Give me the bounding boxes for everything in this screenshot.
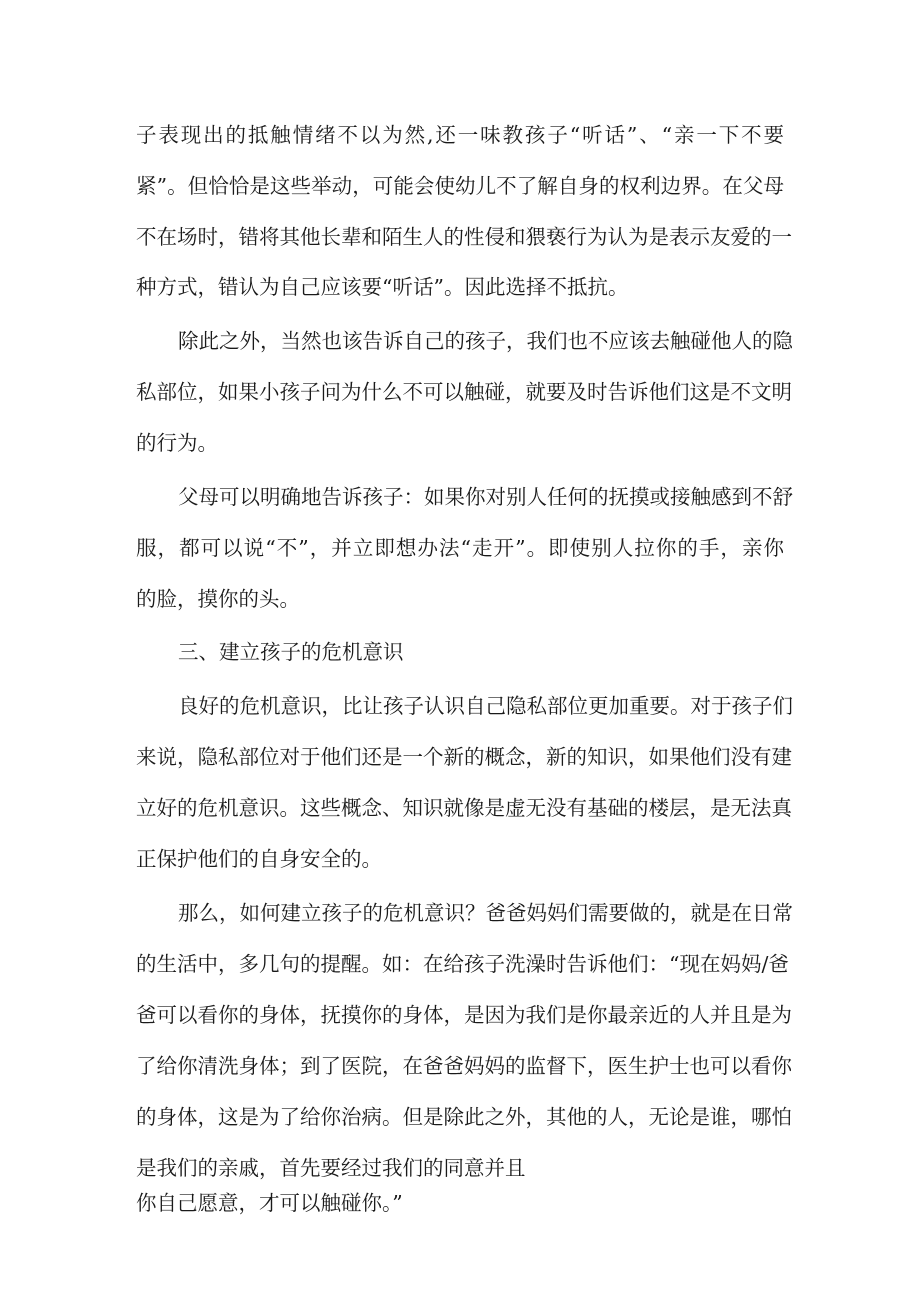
text-line: 除此之外，当然也该告诉自己的孩子，我们也不应该去触碰他人的隐 — [178, 329, 793, 353]
text-line: 私部位，如果小孩子问为什么不可以触碰，就要及时告诉他们这是不文明 — [136, 380, 792, 404]
text-line: 父母可以明确地告诉孩子：如果你对别人任何的抚摸或接触感到不舒 — [178, 485, 793, 509]
text-line: 良好的危机意识，比让孩子认识自己隐私部位更加重要。对于孩子们 — [178, 694, 793, 718]
text-line: 爸可以看你的身体，抚摸你的身体，是因为我们是你最亲近的人并且是为 — [136, 1003, 792, 1027]
text-line: 你自己愿意，才可以触碰你。” — [136, 1191, 403, 1215]
text-line: 那么，如何建立孩子的危机意识？爸爸妈妈们需要做的，就是在日常 — [178, 901, 793, 925]
text-line: 立好的危机意识。这些概念、知识就像是虚无没有基础的楼层，是无法真 — [136, 796, 792, 820]
text-line: 种方式，错认为自己应该要“听话”。因此选择不抵抗。 — [136, 275, 629, 299]
text-line: 服，都可以说“不”，并立即想办法“走开”。即使别人拉你的手，亲你 — [136, 536, 784, 560]
text-line: 的生活中，多几句的提醒。如：在给孩子洗澡时告诉他们：“现在妈妈/爸 — [136, 952, 789, 976]
text-line: 的脸，摸你的头。 — [136, 587, 300, 611]
text-line: 紧”。但恰恰是这些举动，可能会使幼儿不了解自身的权利边界。在父母 — [136, 174, 784, 198]
text-line: 来说，隐私部位对于他们还是一个新的概念，新的知识，如果他们没有建 — [136, 745, 792, 769]
text-line: 正保护他们的自身安全的。 — [136, 847, 382, 871]
text-line: 是我们的亲戚，首先要经过我们的同意并且 — [136, 1156, 526, 1180]
text-line: 子表现出的抵触情绪不以为然,还一味教孩子“听话”、“亲一下不要 — [136, 123, 784, 147]
section-heading: 三、建立孩子的危机意识 — [178, 640, 404, 664]
text-line: 了给你清洗身体；到了医院，在爸爸妈妈的监督下，医生护士也可以看你 — [136, 1054, 792, 1078]
text-line: 的行为。 — [136, 431, 218, 455]
text-line: 的身体，这是为了给你治病。但是除此之外，其他的人，无论是谁，哪怕 — [136, 1105, 792, 1129]
text-line: 不在场时，错将其他长辈和陌生人的性侵和猥亵行为认为是表示友爱的一 — [136, 225, 792, 249]
